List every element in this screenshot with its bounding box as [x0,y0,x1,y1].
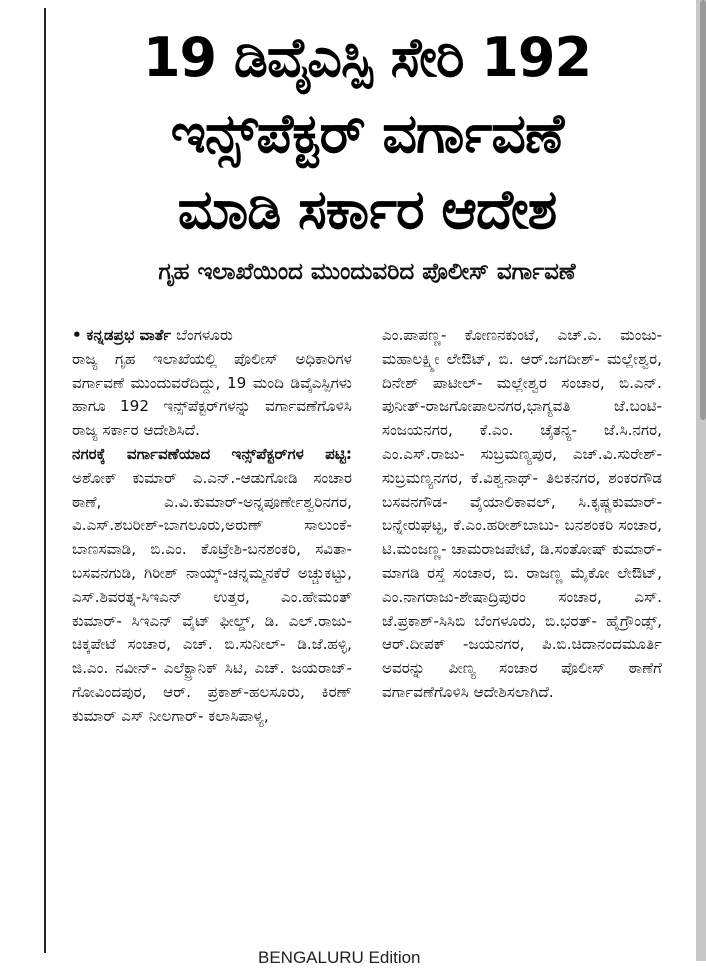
article-column-left [72,324,352,729]
newspaper-clipping [72,20,662,940]
transfer-list-part-1 [72,443,352,729]
headline-line-3: ಮಾಡಿ ಸರ್ಕಾರ ಆದೇಶ [177,178,557,241]
article-intro: ರಾಜ್ಯ ಗೃಹ ಇಲಾಖೆಯಲ್ಲಿ ಪೊಲೀಸ್ ಅಧಿಕಾರಿಗಳ ವರ್ಗಾವಣೆ ಮುಂದುವರೆದಿದ್ದು, 19 ಮಂದಿ ಡಿವೈಎಸ್ಪಿಗಳು ಹಾಗೂ 192 ಇನ್ಸ್‌ಪೆಕ್ಟರ್‌ಗಳನ್ನು ವರ್ಗಾವಣೆಗೊಳಿಸಿ ರಾಜ್ಯ ಸರ್ಕಾರ ಆದೇಶಿಸಿದೆ. [72,349,352,440]
transfer-list-heading: ನಗರಕ್ಕೆ ವರ್ಗಾವಣೆಯಾದ ಇನ್ಸ್‌ಪೆಕ್ಟರ್‌ಗಳ ಪಟ್ಟಿ: [72,444,352,463]
transfer-list-part-2: ಎಂ.ಪಾಪಣ್ಣ- ಕೋಣನಕುಂಟೆ, ಎಚ್.ಎ. ಮಂಜು- ಮಹಾಲಕ್ಷ್ಮೀ ಲೇಔಟ್, ಬಿ. ಆರ್.ಜಗದೀಶ್- ಮಲ್ಲೇಶ್ವರ, ದಿನೇಶ್ ಪಾಟೀಲ್- ಮಲ್ಲೇಶ್ವರ ಸಂಚಾರ, ಬಿ.ಎನ್. ಪುನೀತ್-ರಾಜಗೋಪಾಲನಗರ,ಭಾಗ್ಯವತಿ ಜೆ.ಬಂಟಿ- ಸಂಜಯನಗರ, ಕೆ.ಎಂ. ಚೈತನ್ಯ- ಜೆ.ಸಿ.ನಗರ, ಎಂ.ಎಸ್.ರಾಜು- ಸುಬ್ರಮಣ್ಯಪುರ, ಎಚ್.ವಿ.ಸುರೇಶ್- ಸುಬ್ರಮಣ್ಯನಗರ, ಕೆ.ವಿಶ್ವನಾಥ್- ತಿಲಕನಗರ, ಶಂಕರಗೌಡ ಬಸವನಗೌಡ- ವೈಯಾಲಿಕಾವಲ್, ಸಿ.ಕೃಷ್ಣಕುಮಾರ್- ಬನ್ನೇರುಘಟ್ಟ, ಕೆ.ಎಂ.ಹರೀಶ್‌ಬಾಬು- ಬನಶಂಕರಿ ಸಂಚಾರ, ಟಿ.ಮಂಜಣ್ಣ- ಚಾಮರಾಜಪೇಟೆ, ಡಿ.ಸಂತೋಷ್ ಕುಮಾರ್- ಮಾಗಡಿ ರಸ್ತೆ ಸಂಚಾರ, ಬಿ. ರಾಜಣ್ಣ ಮೈಕೋ ಲೇಔಟ್, ಎಂ.ನಾಗರಾಜು-ಶೇಷಾದ್ರಿಪುರಂ ಸಂಚಾರ, ಎಸ್. ಜೆ.ಪ್ರಕಾಶ್-ಸಿಸಿಬಿ ಬೆಂಗಳೂರು, ಬಿ.ಭರತ್- ಹೈಗ್ರೌಂಡ್ಸ್, ಆರ್.ದೀಪಕ್ -ಜಯನಗರ, ಪಿ.ಬಿ.ಚಿದಾನಂದಮೂರ್ತಿ ಅವರನ್ನು ಪೀಣ್ಯ ಸಂಚಾರ ಪೊಲೀಸ್ ಠಾಣೆಗೆ ವರ್ಗಾವಣೆಗೊಳಿಸಿ ಆದೇಶಿಸಲಾಗಿದೆ. [382,326,662,701]
scrollbar-track[interactable] [696,0,706,961]
article-column-right [382,324,662,729]
transfer-list-text-1: ಅಶೋಕ್ ಕುಮಾರ್ ಎ.ಎನ್.-ಆಡುಗೋಡಿ ಸಂಚಾರ ಠಾಣೆ, ಎ.ವಿ.ಕುಮಾರ್-ಅನ್ನಪೂರ್ಣೇಶ್ವರಿನಗರ, ವಿ.ಎಸ್.ಶಬರೀಶ್-ಬಾಗಲೂರು,ಅರುಣ್ ಸಾಲುಂಕೆ-ಬಾಣಸವಾಡಿ, ಬಿ.ಎಂ. ಕೊಟ್ರೇಶಿ-ಬನಶಂಕರಿ, ಸವಿತಾ-ಬಸವನಗುಡಿ, ಗಿರೀಶ್ ನಾಯ್ಕ್-ಚನ್ನಮ್ಮನಕೆರೆ ಅಚ್ಚುಕಟ್ಟು, ಎಸ್.ಶಿವರತ್ನ-ಸಿಇಎನ್ ಉತ್ತರ, ಎಂ.ಹೇಮಂತ್ ಕುಮಾರ್- ಸಿಇಎನ್ ವೈಟ್ ಫೀಲ್ಡ್, ಡಿ. ಎಲ್.ರಾಜು- ಚಿಕ್ಕಪೇಟೆ ಸಂಚಾರ, ಎಚ್. ಬಿ.ಸುನೀಲ್- ಡಿ.ಜೆ.ಹಳ್ಳಿ, ಜಿ.ಎಂ. ನವೀನ್- ಎಲೆಕ್ಟ್ರಾನಿಕ್ ಸಿಟಿ, ಎಚ್. ಜಯರಾಜ್-ಗೋವಿಂದಪುರ, ಆರ್. ಪ್ರಕಾಶ್-ಹಲಸೂರು, ಕಿರಣ್ ಕುಮಾರ್ ಎಸ್ ನೀಲಗಾರ್- ಕಲಾಸಿಪಾಳ್ಯ, [72,468,352,725]
article-body [72,324,662,729]
byline [72,324,352,348]
headline-line-1: 19 ಡಿವೈಎಸ್ಪಿ ಸೇರಿ 192 [142,26,592,89]
subheadline: ಗೃಹ ಇಲಾಖೆಯಿಂದ ಮುಂದುವರಿದ ಪೊಲೀಸ್ ವರ್ಗಾವಣೆ [158,259,576,285]
scrollbar-thumb[interactable] [700,0,706,420]
edition-label: BENGALURU Edition [258,948,421,967]
byline-city: ಬೆಂಗಳೂರು [176,326,233,344]
byline-paper: ಕನ್ನಡಪ್ರಭ ವಾರ್ತೆ [86,326,172,344]
headline-line-2: ಇನ್ಸ್‌ಪೆಕ್ಟರ್ ವರ್ಗಾವಣೆ [170,102,564,165]
byline-bullet: • [72,326,82,344]
column-rule [44,8,46,953]
